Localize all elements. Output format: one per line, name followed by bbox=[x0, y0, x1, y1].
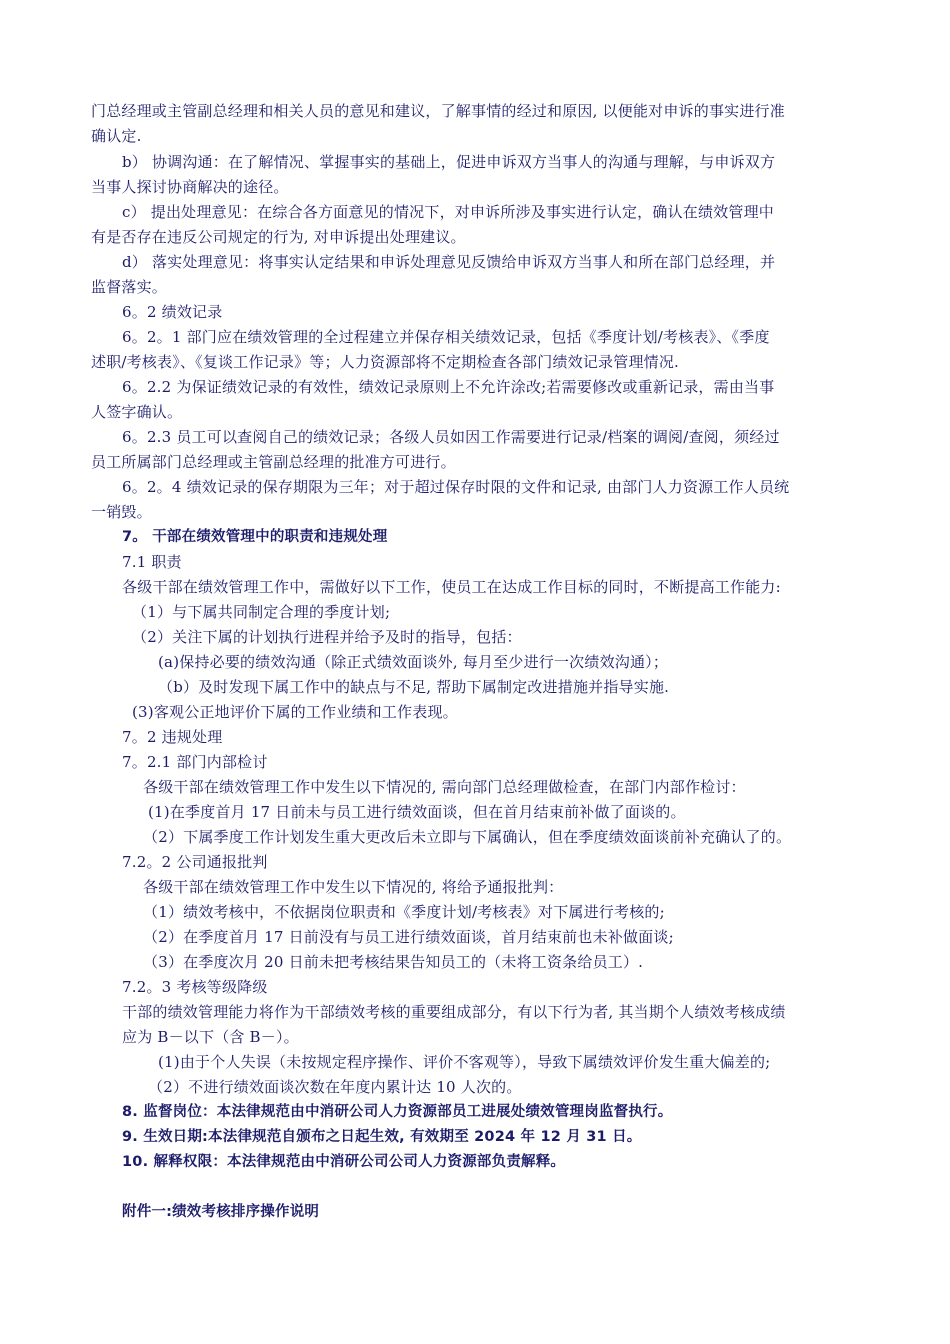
list-item: （2）下属季度工作计划发生重大更改后未立即与下属确认，但在季度绩效面谈前补充确认了的。 bbox=[143, 828, 792, 846]
list-item: (a)保持必要的绩效沟通（除正式绩效面谈外, 每月至少进行一次绩效沟通）； bbox=[158, 653, 669, 671]
list-item: （b）及时发现下属工作中的缺点与不足, 帮助下属制定改进措施并指导实施. bbox=[158, 678, 670, 696]
list-item: （2）不进行绩效面谈次数在年度内累计达 10 人次的。 bbox=[148, 1078, 522, 1096]
list-item: （2）关注下属的计划执行进程并给予及时的指导，包括： bbox=[132, 628, 522, 646]
text-line: 6。2。4 绩效记录的保存期限为三年；对于超过保存时限的文件和记录, 由部门人力资源工作人员统 bbox=[122, 478, 790, 496]
clause-interpretation: 10. 解释权限：本法律规范由中消研公司公司人力资源部负责解释。 bbox=[122, 1154, 566, 1170]
text-line: 干部的绩效管理能力将作为干部绩效考核的重要组成部分，有以下行为者, 其当期个人绩效考核成绩 bbox=[122, 1003, 786, 1021]
clause-effective-date: 9. 生效日期:本法律规范自颁布之日起生效, 有效期至 2024 年 12 月 31 日。 bbox=[122, 1129, 642, 1145]
list-item: (3)客观公正地评价下属的工作业绩和工作表现。 bbox=[132, 703, 458, 721]
section-heading: 7.2。3 考核等级降级 bbox=[122, 978, 268, 996]
list-item: （2）在季度首月 17 日前没有与员工进行绩效面谈，首月结束前也未补做面谈; bbox=[143, 928, 674, 946]
list-item: （1）绩效考核中，不依据岗位职责和《季度计划/考核表》对下属进行考核的; bbox=[143, 903, 665, 921]
section-heading: 7。 干部在绩效管理中的职责和违规处理 bbox=[122, 529, 388, 545]
text-line: 有是否存在违反公司规定的行为, 对申诉提出处理建议。 bbox=[91, 228, 466, 246]
list-item: （1）与下属共同制定合理的季度计划; bbox=[132, 603, 391, 621]
text-line: 6。2.2 为保证绩效记录的有效性，绩效记录原则上不允许涂改;若需要修改或重新记录，需由当事 bbox=[122, 378, 775, 396]
text-line: 各级干部在绩效管理工作中发生以下情况的, 将给予通报批判： bbox=[143, 878, 564, 896]
list-item: (1)由于个人失误（未按规定程序操作、评价不客观等），导致下属绩效评价发生重大偏差的; bbox=[158, 1053, 771, 1071]
section-heading: 7.1 职责 bbox=[122, 553, 182, 571]
text-line: 6。2.3 员工可以查阅自己的绩效记录；各级人员如因工作需要进行记录/档案的调阅/查阅，须经过 bbox=[122, 428, 780, 446]
section-heading: 7。2 违规处理 bbox=[122, 728, 223, 746]
text-line: 当事人探讨协商解决的途径。 bbox=[91, 178, 289, 196]
text-line: 6。2。1 部门应在绩效管理的全过程建立并保存相关绩效记录，包括《季度计划/考核表》、《季度 bbox=[122, 328, 770, 346]
text-line: 确认定. bbox=[91, 127, 142, 145]
text-line: d） 落实处理意见：将事实认定结果和申诉处理意见反馈给申诉双方当事人和所在部门总经理，并 bbox=[122, 253, 776, 271]
text-line: 各级干部在绩效管理工作中，需做好以下工作，使员工在达成工作目标的同时，不断提高工作能力: bbox=[122, 578, 781, 596]
text-line: 人签字确认。 bbox=[91, 403, 183, 421]
text-line: 述职/考核表》、《复谈工作记录》等；人力资源部将不定期检查各部门绩效记录管理情况. bbox=[91, 353, 680, 371]
clause-supervision: 8. 监督岗位：本法律规范由中消研公司人力资源部员工进展处绩效管理岗监督执行。 bbox=[122, 1104, 673, 1120]
text-line: 应为 B－以下（含 B－）。 bbox=[122, 1028, 299, 1046]
list-item: （3）在季度次月 20 日前未把考核结果告知员工的（未将工资条给员工）. bbox=[143, 953, 644, 971]
text-line: c） 提出处理意见：在综合各方面意见的情况下，对申诉所涉及事实进行认定，确认在绩效管理中 bbox=[122, 203, 774, 221]
text-line: 员工所属部门总经理或主管副总经理的批准方可进行。 bbox=[91, 453, 456, 471]
appendix-title: 附件一:绩效考核排序操作说明 bbox=[122, 1204, 320, 1220]
section-heading: 7。2.1 部门内部检讨 bbox=[122, 753, 268, 771]
text-line: 门总经理或主管副总经理和相关人员的意见和建议，了解事情的经过和原因, 以便能对申诉的事实进行准 bbox=[91, 102, 785, 120]
section-heading: 7.2。2 公司通报批判 bbox=[122, 853, 268, 871]
text-line: 一销毁。 bbox=[91, 503, 152, 521]
section-heading: 6。2 绩效记录 bbox=[122, 303, 223, 321]
text-line: 监督落实。 bbox=[91, 278, 168, 296]
list-item: (1)在季度首月 17 日前未与员工进行绩效面谈，但在首月结束前补做了面谈的。 bbox=[148, 803, 686, 821]
text-line: b） 协调沟通：在了解情况、掌握事实的基础上，促进申诉双方当事人的沟通与理解，与申诉双方 bbox=[122, 153, 776, 171]
text-line: 各级干部在绩效管理工作中发生以下情况的, 需向部门总经理做检查，在部门内部作检讨： bbox=[143, 778, 746, 796]
